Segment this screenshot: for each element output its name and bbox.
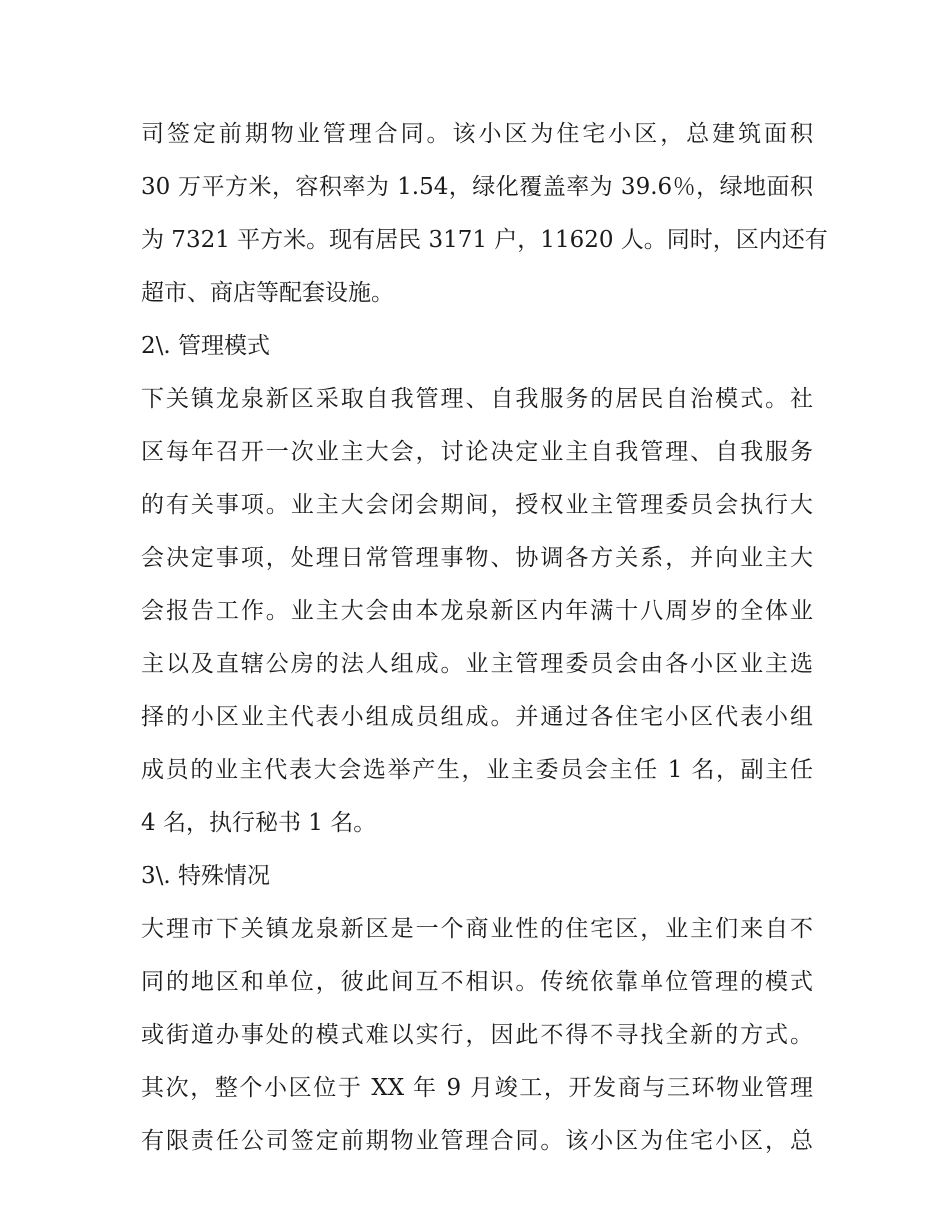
text-line: 的有关事项。业主大会闭会期间，授权业主管理委员会执行大: [141, 492, 813, 518]
text-line: 成员的业主代表大会选举产生，业主委员会主任 1 名，副主任: [141, 757, 813, 783]
text-line: 择的小区业主代表小组成员组成。并通过各住宅小区代表小组: [141, 704, 813, 730]
text-line: 主以及直辖公房的法人组成。业主管理委员会由各小区业主选: [141, 651, 813, 677]
text-line: 其次，整个小区位于 XX 年 9 月竣工，开发商与三环物业管理: [141, 1075, 813, 1101]
text-line: 下关镇龙泉新区采取自我管理、自我服务的居民自治模式。社: [141, 386, 813, 412]
text-line: 或街道办事处的模式难以实行，因此不得不寻找全新的方式。: [141, 1022, 813, 1048]
text-line: 司签定前期物业管理合同。该小区为住宅小区，总建筑面积: [141, 121, 813, 147]
document-body: [141, 108, 828, 1168]
text-line: 超市、商店等配套设施。: [141, 280, 394, 306]
text-line: 会决定事项，处理日常管理事物、协调各方关系，并向业主大: [141, 545, 813, 571]
text-line: 同的地区和单位，彼此间互不相识。传统依靠单位管理的模式: [141, 969, 813, 995]
text-line: 有限责任公司签定前期物业管理合同。该小区为住宅小区，总: [141, 1128, 813, 1154]
text-line: 为 7321 平方米。现有居民 3171 户，11620 人。同时，区内还有: [141, 227, 828, 253]
text-line: 大理市下关镇龙泉新区是一个商业性的住宅区，业主们来自不: [141, 916, 813, 942]
text-line: 区每年召开一次业主大会，讨论决定业主自我管理、自我服务: [141, 439, 813, 465]
section-heading: 3\. 特殊情况: [141, 863, 271, 889]
section-heading: 2\. 管理模式: [141, 333, 271, 359]
text-line: 会报告工作。业主大会由本龙泉新区内年满十八周岁的全体业: [141, 598, 813, 624]
text-line: 30 万平方米，容积率为 1.54，绿化覆盖率为 39.6％，绿地面积: [141, 174, 813, 200]
text-line: 4 名，执行秘书 1 名。: [141, 810, 377, 836]
